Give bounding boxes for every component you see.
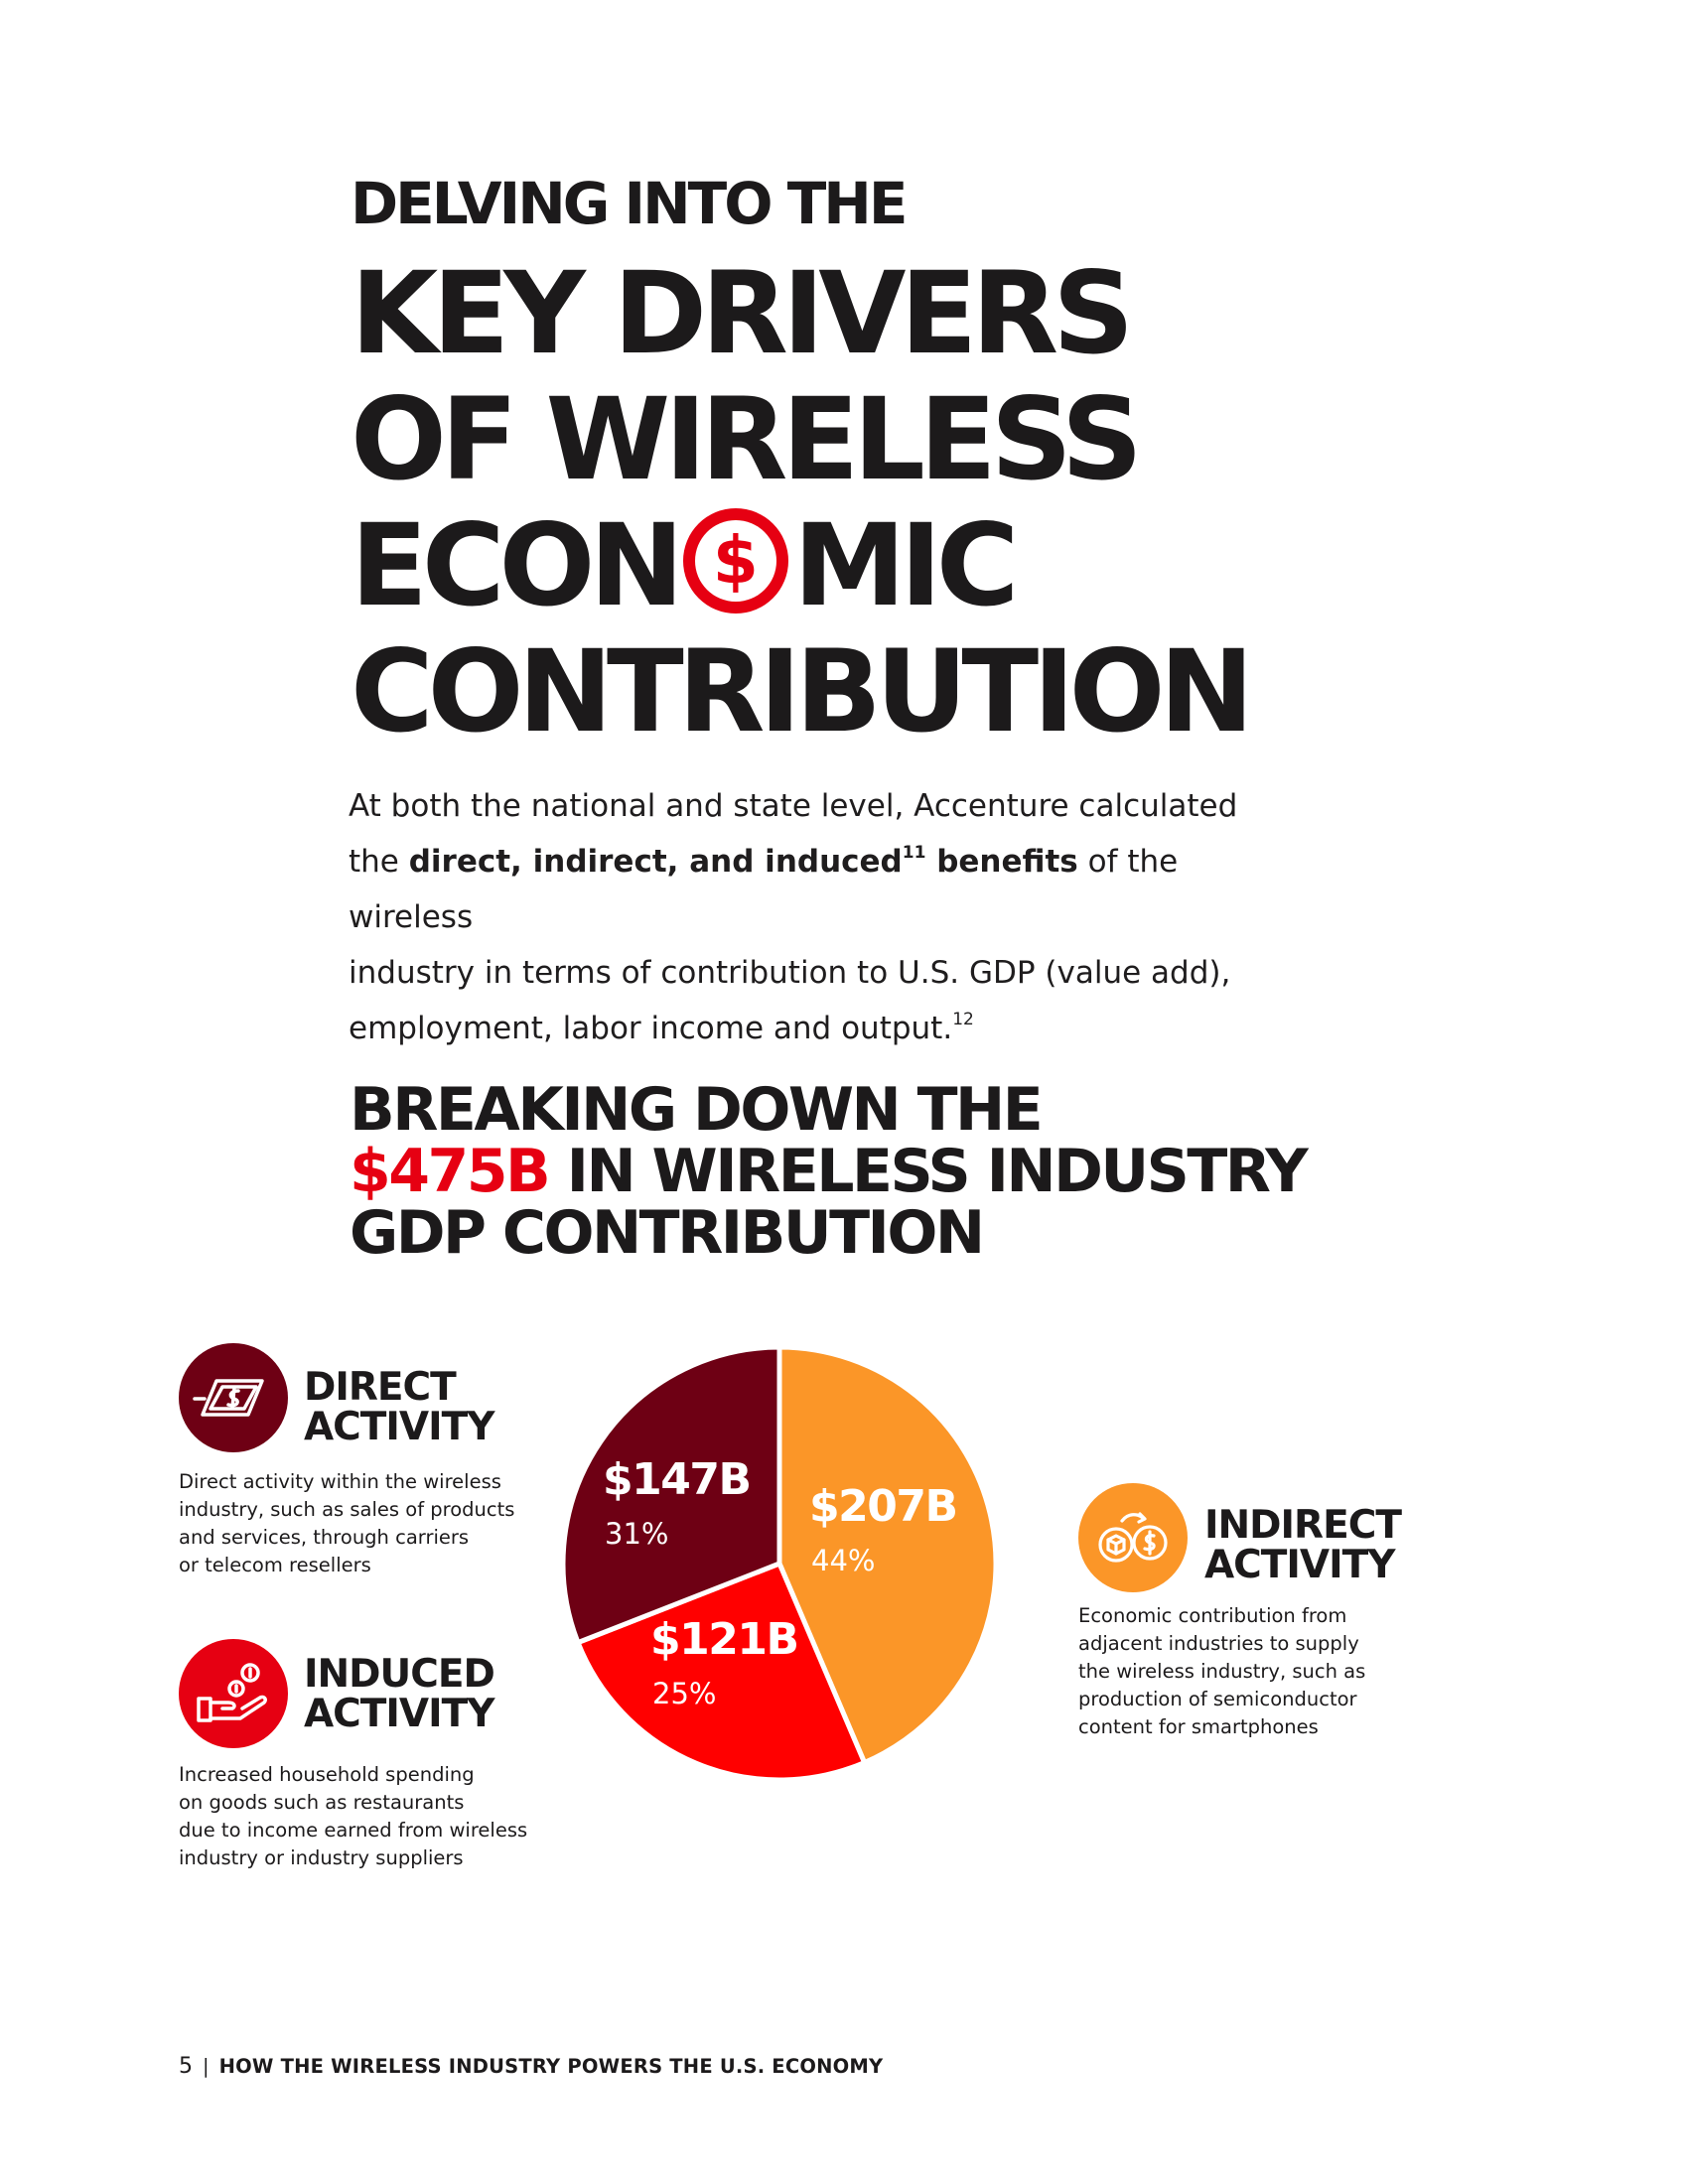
pie-percent-label: 25% bbox=[652, 1677, 717, 1710]
direct-activity-title: DIRECT ACTIVITY bbox=[304, 1365, 494, 1449]
dollar-coin-icon bbox=[683, 508, 788, 614]
induced-activity-title: INDUCED ACTIVITY bbox=[304, 1652, 494, 1736]
hero-title-line bbox=[351, 499, 1542, 631]
hero-title-line: OF WIRELESS bbox=[351, 373, 1137, 505]
pie-value-label: $121B bbox=[650, 1614, 798, 1665]
page-number: 5 bbox=[179, 2054, 193, 2079]
intro-paragraph: At both the national and state level, Accenture calculated the direct, indirect, and induced$^{11}$ benefits of the wireless industry in terms of contribution to U.S. GDP (value add), employment, labor income and output.$^{12}$ bbox=[349, 788, 1238, 1046]
hero-eyebrow: DELVING INTO THE bbox=[351, 170, 906, 237]
hero-title-line: KEY DRIVERS bbox=[351, 247, 1129, 379]
hero-title-fragment: ECON bbox=[351, 499, 678, 631]
pie-value-label: $207B bbox=[809, 1481, 957, 1532]
footnote-ref: 11 bbox=[902, 843, 926, 863]
breakdown-heading: BREAKING DOWN THE $475B IN WIRELESS INDUSTRY GDP CONTRIBUTION bbox=[350, 1075, 1307, 1268]
direct-activity-description: Direct activity within the wireless industry, such as sales of products and services, through carriers or telecom resellers bbox=[179, 1470, 515, 1576]
hero-title bbox=[351, 247, 1542, 757]
page-footer bbox=[179, 2054, 883, 2079]
footer-title: HOW THE WIRELESS INDUSTRY POWERS THE U.S. ECONOMY bbox=[218, 2055, 884, 2078]
card-payment-icon bbox=[179, 1343, 288, 1452]
hero-title-line: CONTRIBUTION bbox=[351, 625, 1248, 757]
dollar-symbol: $ bbox=[712, 522, 759, 599]
total-amount: $475B bbox=[350, 1137, 549, 1206]
gdp-contribution-pie-chart bbox=[556, 1340, 1003, 1787]
indirect-activity-description: Economic contribution from adjacent industries to supply the wireless industry, such as production of semiconductor content for smartphones bbox=[1078, 1604, 1366, 1738]
pie-percent-label: 31% bbox=[605, 1517, 669, 1551]
hero-title-fragment: MIC bbox=[792, 499, 1014, 631]
hero-heading bbox=[351, 170, 1542, 757]
pie-percent-label: 44% bbox=[811, 1544, 876, 1577]
hand-coins-icon bbox=[179, 1639, 288, 1748]
footer-separator: | bbox=[203, 2055, 210, 2078]
indirect-activity-title: INDIRECT ACTIVITY bbox=[1204, 1503, 1401, 1587]
induced-activity-description: Increased household spending on goods such as restaurants due to income earned from wireless industry or industry suppliers bbox=[179, 1763, 528, 1869]
box-exchange-dollar-icon bbox=[1078, 1483, 1188, 1592]
pie-value-label: $147B bbox=[603, 1454, 751, 1505]
footnote-ref: 12 bbox=[952, 1010, 974, 1029]
